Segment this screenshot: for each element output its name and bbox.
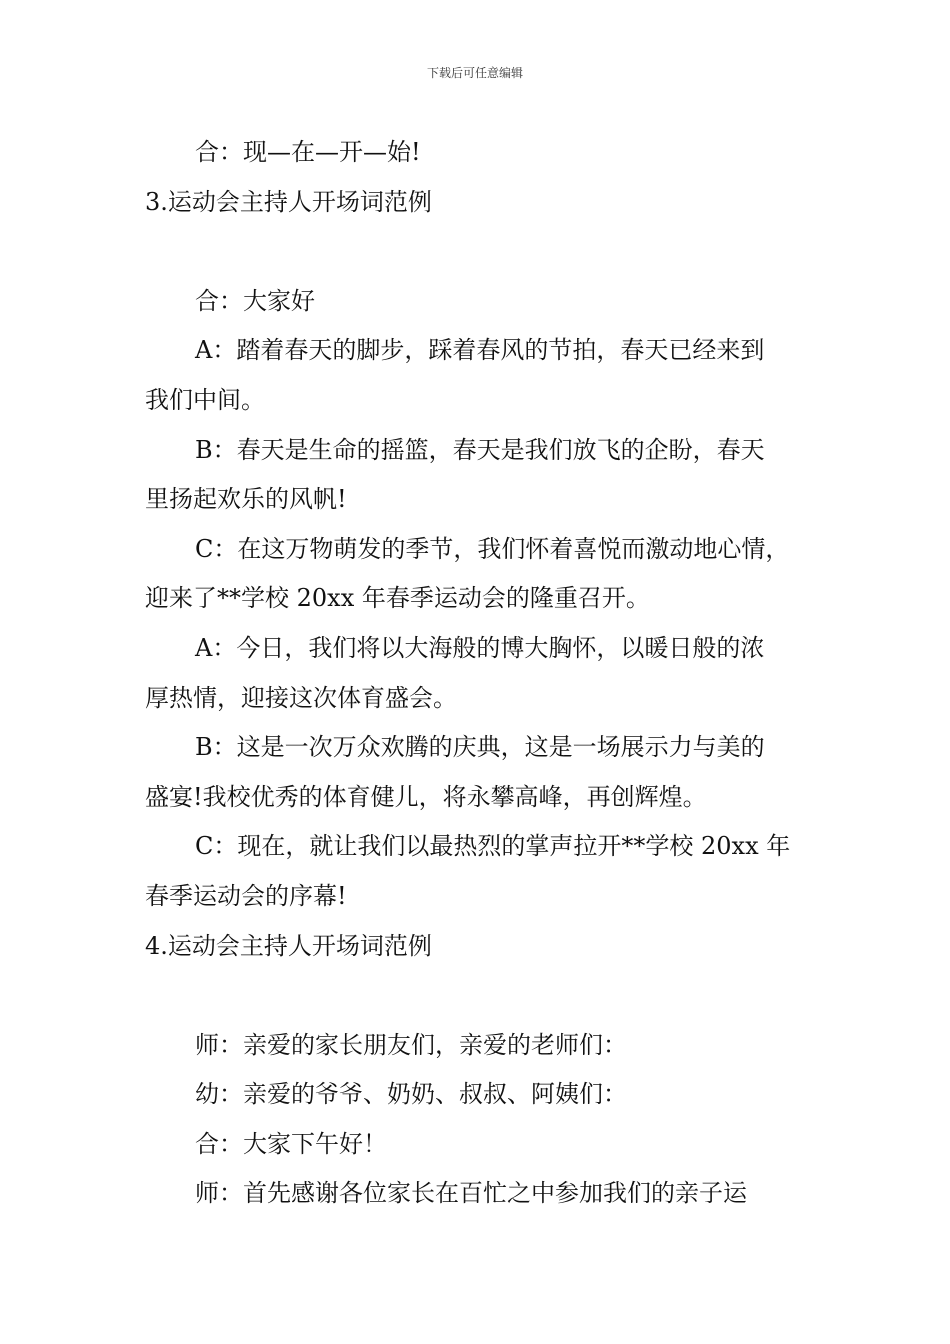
text-line: C：现在，就让我们以最热烈的掌声拉开**学校 20xx 年 [195,832,791,861]
text-line: 3.运动会主持人开场词范例 [145,187,432,216]
document-body [145,128,810,1219]
text-line: A：踏着春天的脚步，踩着春风的节拍，春天已经来到 [195,336,765,365]
text-line: C：在这万物萌发的季节，我们怀着喜悦而激动地心情， [195,534,790,563]
text-line: 幼：亲爱的爷爷、奶奶、叔叔、阿姨们： [195,1080,627,1109]
blank-line [145,971,810,1021]
text-line: 师：亲爱的家长朋友们，亲爱的老师们： [195,1030,627,1059]
text-line: 春季运动会的序幕! [145,881,347,910]
text-line: 合：大家下午好！ [195,1129,387,1158]
text-line: 合：现—在—开—始! [195,138,421,166]
blank-line [145,227,810,277]
text-line: 师：首先感谢各位家长在百忙之中参加我们的亲子运 [195,1179,747,1208]
text-line: 里扬起欢乐的风帆! [145,485,347,514]
text-line: A：今日，我们将以大海般的博大胸怀，以暖日般的浓 [195,633,765,662]
text-line: 我们中间。 [145,385,265,414]
text-line: 合：大家好 [195,286,315,315]
text-line: 迎来了**学校 20xx 年春季运动会的隆重召开。 [145,584,650,613]
text-line: B：这是一次万众欢腾的庆典，这是一场展示力与美的 [195,733,765,762]
text-line: 厚热情，迎接这次体育盛会。 [145,683,457,712]
text-line: 盛宴!我校优秀的体育健儿，将永攀高峰，再创辉煌。 [145,782,707,811]
text-line: B：春天是生命的摇篮，春天是我们放飞的企盼，春天 [195,435,765,464]
text-line: 4.运动会主持人开场词范例 [145,931,432,960]
page-header: 下载后可任意编辑 [426,66,523,80]
